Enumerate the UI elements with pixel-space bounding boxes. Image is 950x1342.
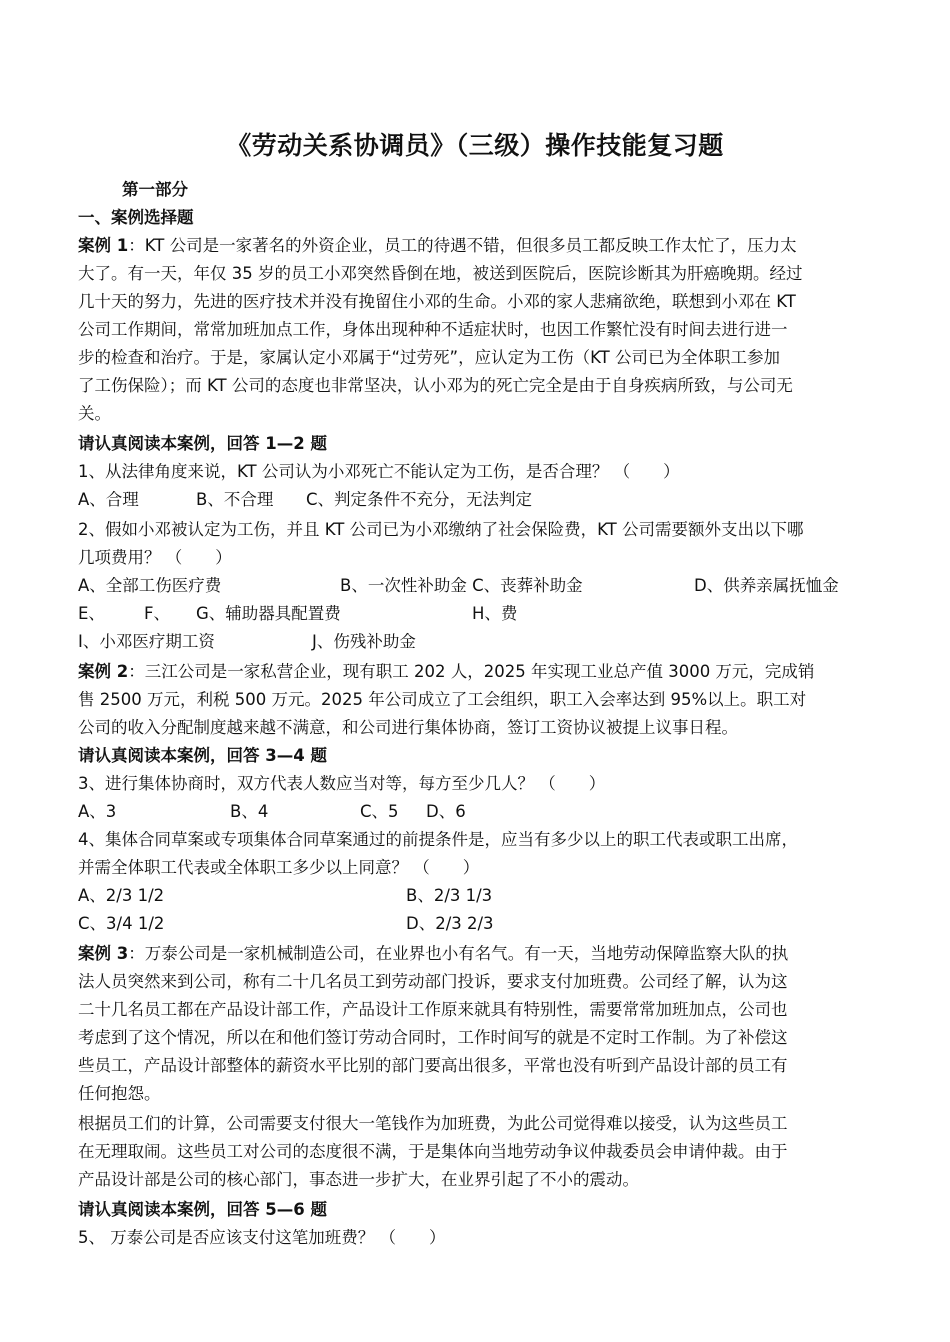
q4-option-b: B、2/3 1/3 — [406, 886, 493, 905]
q3-option-a: A、3 — [78, 802, 117, 821]
question-2-line-1: 2、假如小邓被认定为工伤，并且 KT 公司已为小邓缴纳了社会保险费，KT 公司需要额外支出以下哪 — [78, 520, 804, 539]
q3-option-c: C、5 — [360, 802, 399, 821]
case2-line-2: 售 2500 万元，利税 500 万元。2025 年公司成立了工会组织，职工入会率达到 95%以上。职工对 — [78, 690, 807, 709]
q4-option-d: D、2/3 2/3 — [406, 914, 494, 933]
case3-prompt: 请认真阅读本案例，回答 5—6 题 — [78, 1200, 327, 1219]
q2-option-g: G、辅助器具配置费 — [196, 604, 341, 623]
case1-line-6: 了工伤保险）；而 KT 公司的态度也非常坚决，认小邓为的死亡完全是由于自身疾病所致，与公司无 — [78, 376, 793, 395]
part-label: 第一部分 — [122, 180, 188, 199]
q2-option-a: A、全部工伤医疗费 — [78, 576, 222, 595]
case3-label: 案例 3 — [78, 944, 129, 963]
case3-line-6: 任何抱怨。 — [78, 1084, 161, 1103]
case1-prompt: 请认真阅读本案例，回答 1—2 题 — [78, 434, 327, 453]
case2-line-3: 公司的收入分配制度越来越不满意，和公司进行集体协商，签订工资协议被提上议事日程。 — [78, 718, 738, 737]
case1-text: ：KT 公司是一家著名的外资企业，员工的待遇不错，但很多员工都反映工作太忙了，压力太 — [128, 236, 797, 255]
case1-line-4: 公司工作期间，常常加班加点工作，身体出现种种不适症状时，也因工作繁忙没有时间去进行进一 — [78, 320, 788, 339]
case1-label: 案例 1 — [78, 236, 129, 255]
case3-line-8: 在无理取闹。这些员工对公司的态度很不满，于是集体向当地劳动争议仲裁委员会申请仲裁。由于 — [78, 1142, 788, 1161]
q3-option-b: B、4 — [230, 802, 269, 821]
q2-option-d: D、供养亲属抚恤金 — [694, 576, 839, 595]
case3-line-5: 些员工，产品设计部整体的薪资水平比别的部门要高出很多，平常也没有听到产品设计部的员工有 — [78, 1056, 788, 1075]
case2-label: 案例 2 — [78, 662, 129, 681]
case3-line-1 — [78, 940, 878, 968]
case3-line-4: 考虑到了这个情况，所以在和他们签订劳动合同时，工作时间写的就是不定时工作制。为了补偿这 — [78, 1028, 788, 1047]
case1-line-2: 大了。有一天，年仅 35 岁的员工小邓突然昏倒在地，被送到医院后，医院诊断其为肝癌晚期。经过 — [78, 264, 803, 283]
case3-text: ：万泰公司是一家机械制造公司，在业界也小有名气。有一天，当地劳动保障监察大队的执 — [128, 944, 789, 963]
question-1: 1、从法律角度来说，KT 公司认为小邓死亡不能认定为工伤，是否合理？ （ ） — [78, 462, 680, 481]
q2-option-e: E、 — [78, 604, 105, 623]
case1-line-7: 关。 — [78, 404, 111, 423]
q1-option-c: C、判定条件不充分，无法判定 — [306, 490, 533, 509]
document-title: 《劳动关系协调员》（三级）操作技能复习题 — [226, 131, 724, 160]
q2-option-j: J、伤残补助金 — [312, 632, 416, 651]
question-4-line-1: 4、集体合同草案或专项集体合同草案通过的前提条件是，应当有多少以上的职工代表或职工出席， — [78, 830, 798, 849]
q1-option-a: A、合理 — [78, 490, 139, 509]
case1-line-1 — [78, 232, 878, 260]
case3-line-9: 产品设计部是公司的核心部门，事态进一步扩大，在业界引起了不小的震动。 — [78, 1170, 639, 1189]
case3-line-7: 根据员工们的计算，公司需要支付很大一笔钱作为加班费，为此公司觉得难以接受，认为这些员工 — [78, 1114, 788, 1133]
question-3: 3、进行集体协商时，双方代表人数应当对等，每方至少几人？ （ ） — [78, 774, 606, 793]
q2-option-i: I、小邓医疗期工资 — [78, 632, 215, 651]
case1-line-3: 几十天的努力，先进的医疗技术并没有挽留住小邓的生命。小邓的家人悲痛欲绝，联想到小邓在 KT — [78, 292, 796, 311]
q4-option-a: A、2/3 1/2 — [78, 886, 165, 905]
question-4-line-2: 并需全体职工代表或全体职工多少以上同意？ （ ） — [78, 858, 480, 877]
case2-prompt: 请认真阅读本案例，回答 3—4 题 — [78, 746, 327, 765]
q2-option-f: F、 — [144, 604, 170, 623]
q2-option-bc: B、一次性补助金 C、丧葬补助金 — [340, 576, 583, 595]
q1-option-b: B、不合理 — [196, 490, 274, 509]
case2-text: ：三江公司是一家私营企业，现有职工 202 人，2025 年实现工业总产值 3000 万元，完成销 — [128, 662, 815, 681]
q4-option-c: C、3/4 1/2 — [78, 914, 165, 933]
q2-option-h: H、费 — [472, 604, 518, 623]
case1-line-5: 步的检查和治疗。于是，家属认定小邓属于“过劳死”，应认定为工伤（KT 公司已为全体职工参加 — [78, 348, 780, 367]
question-5: 5、 万泰公司是否应该支付这笔加班费？ （ ） — [78, 1228, 446, 1247]
question-2-line-2: 几项费用？ （ ） — [78, 548, 232, 567]
section-label: 一、案例选择题 — [78, 208, 194, 227]
case3-line-2: 法人员突然来到公司，称有二十几名员工到劳动部门投诉，要求支付加班费。公司经了解，认为这 — [78, 972, 788, 991]
case2-line-1 — [78, 658, 878, 686]
case3-line-3: 二十几名员工都在产品设计部工作，产品设计工作原来就具有特别性，需要常常加班加点，公司也 — [78, 1000, 788, 1019]
q3-option-d: D、6 — [426, 802, 466, 821]
